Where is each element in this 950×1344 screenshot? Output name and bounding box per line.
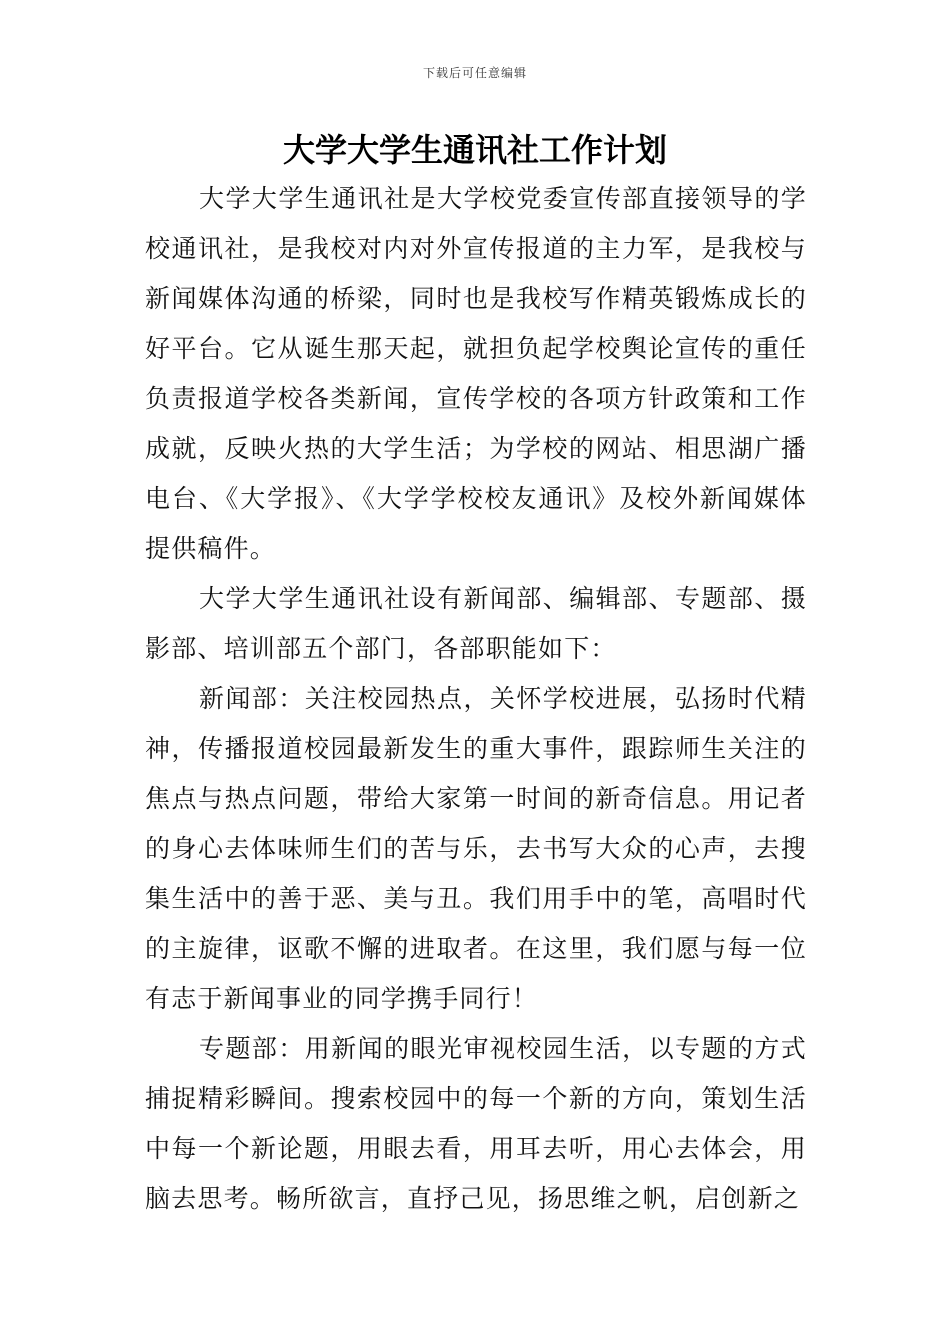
paragraph-departments: 大学大学生通讯社设有新闻部、编辑部、专题部、摄影部、培训部五个部门，各部职能如下： <box>145 584 807 663</box>
paragraph-feature-department: 专题部：用新闻的眼光审视校园生活，以专题的方式捕捉精彩瞬间。搜索校园中的每一个新的方向，策划生活中每一个新论题，用眼去看，用耳去听，用心去体会，用脑去思考。畅所欲言，直抒己见，扬思维之帆，启创新之 <box>145 1034 807 1213</box>
paragraph-news-department: 新闻部：关注校园热点，关怀学校进展，弘扬时代精神，传播报道校园最新发生的重大事件，跟踪师生关注的焦点与热点问题，带给大家第一时间的新奇信息。用记者的身心去体味师生们的苦与乐，去书写大众的心声，去搜集生活中的善于恶、美与丑。我们用手中的笔，高唱时代的主旋律，讴歌不懈的进取者。在这里，我们愿与每一位有志于新闻事业的同学携手同行！ <box>145 684 807 1013</box>
header-note: 下载后可任意编辑 <box>422 66 527 80</box>
document-title: 大学大学生通讯社工作计划 <box>282 131 667 169</box>
paragraph-intro: 大学大学生通讯社是大学校党委宣传部直接领导的学校通讯社，是我校对内对外宣传报道的主力军，是我校与新闻媒体沟通的桥梁，同时也是我校写作精英锻炼成长的好平台。它从诞生那天起，就担负起学校舆论宣传的重任负责报道学校各类新闻，宣传学校的各项方针政策和工作成就，反映火热的大学生活；为学校的网站、相思湖广播电台、《大学报》、《大学学校校友通讯》及校外新闻媒体提供稿件。 <box>145 184 807 563</box>
document-body <box>145 174 807 1224</box>
